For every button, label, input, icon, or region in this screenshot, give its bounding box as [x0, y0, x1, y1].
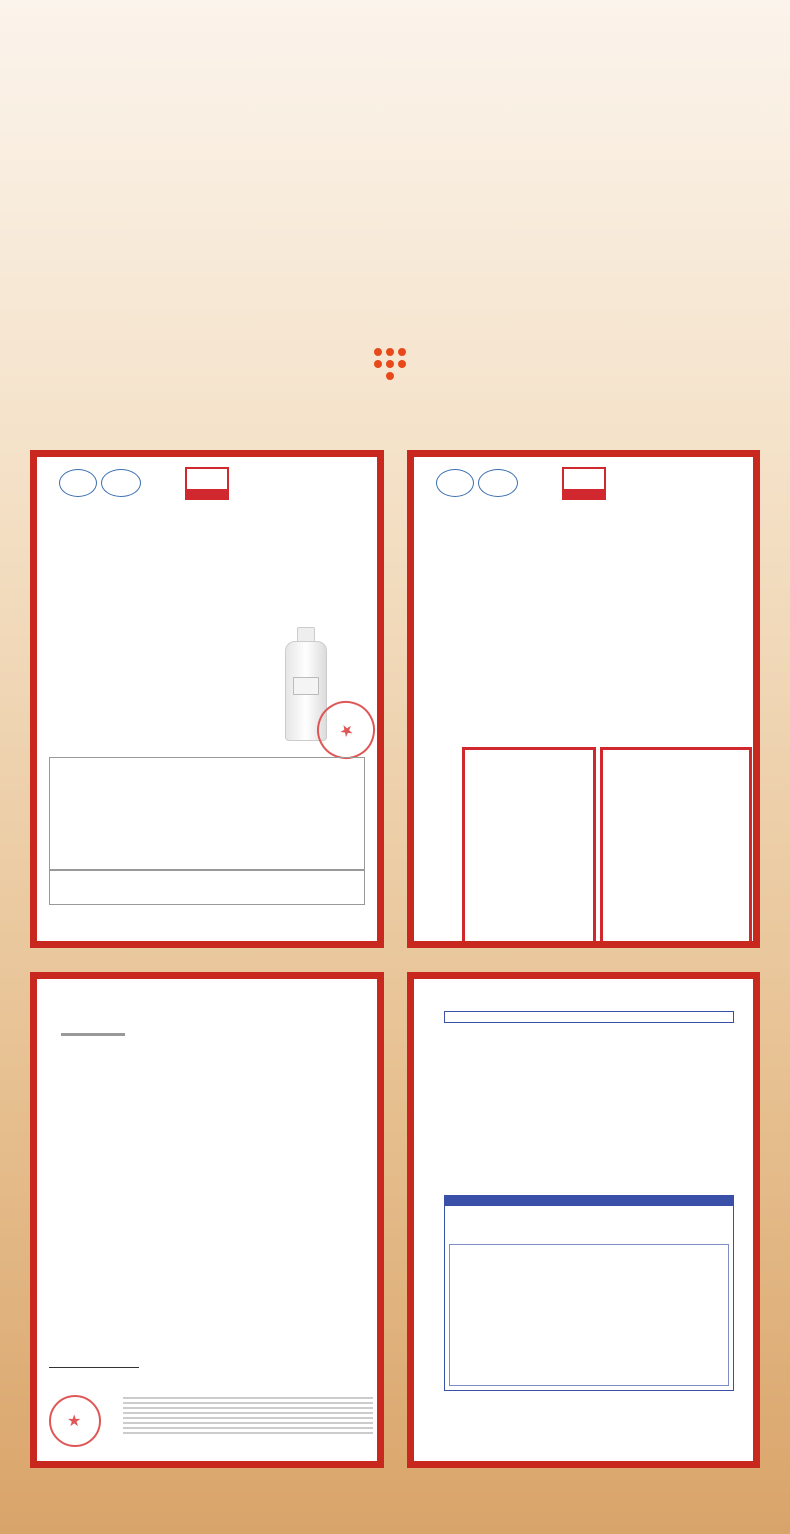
ilac-logo: [436, 469, 474, 497]
report-page-2: [414, 457, 753, 941]
components-table: [449, 1244, 729, 1386]
sgs-logo-underline: [61, 1033, 125, 1036]
sgs-fine-print: [123, 1397, 373, 1437]
zoom-items-panel: [462, 747, 596, 941]
report-page-1: [37, 457, 377, 941]
header: [0, 0, 790, 420]
sds-card: [407, 972, 760, 1468]
report-card-1: [30, 450, 384, 948]
signature-line: [49, 1367, 139, 1368]
cnas-logo: [101, 469, 141, 497]
zoom-results-panel: [600, 747, 752, 941]
section3-box: [444, 1195, 734, 1391]
methods-box: [49, 757, 365, 871]
ilac-logo: [59, 469, 97, 497]
official-seal: ★: [306, 690, 377, 769]
dots-divider-icon: [372, 348, 418, 390]
sgs-seal: ★: [49, 1395, 101, 1447]
sgs-report-page: [37, 979, 377, 1461]
sgs-card: [30, 972, 384, 1468]
sds-page: [414, 979, 753, 1461]
cma-logo: [185, 467, 229, 491]
items-box: [49, 869, 365, 905]
cma-logo: [562, 467, 606, 491]
cnas-logo: [478, 469, 518, 497]
cma-number: [562, 491, 606, 500]
report-card-2: [407, 450, 760, 948]
cma-number: [185, 491, 229, 500]
trade-name-box: [444, 1011, 734, 1023]
section3-header: [445, 1196, 733, 1206]
